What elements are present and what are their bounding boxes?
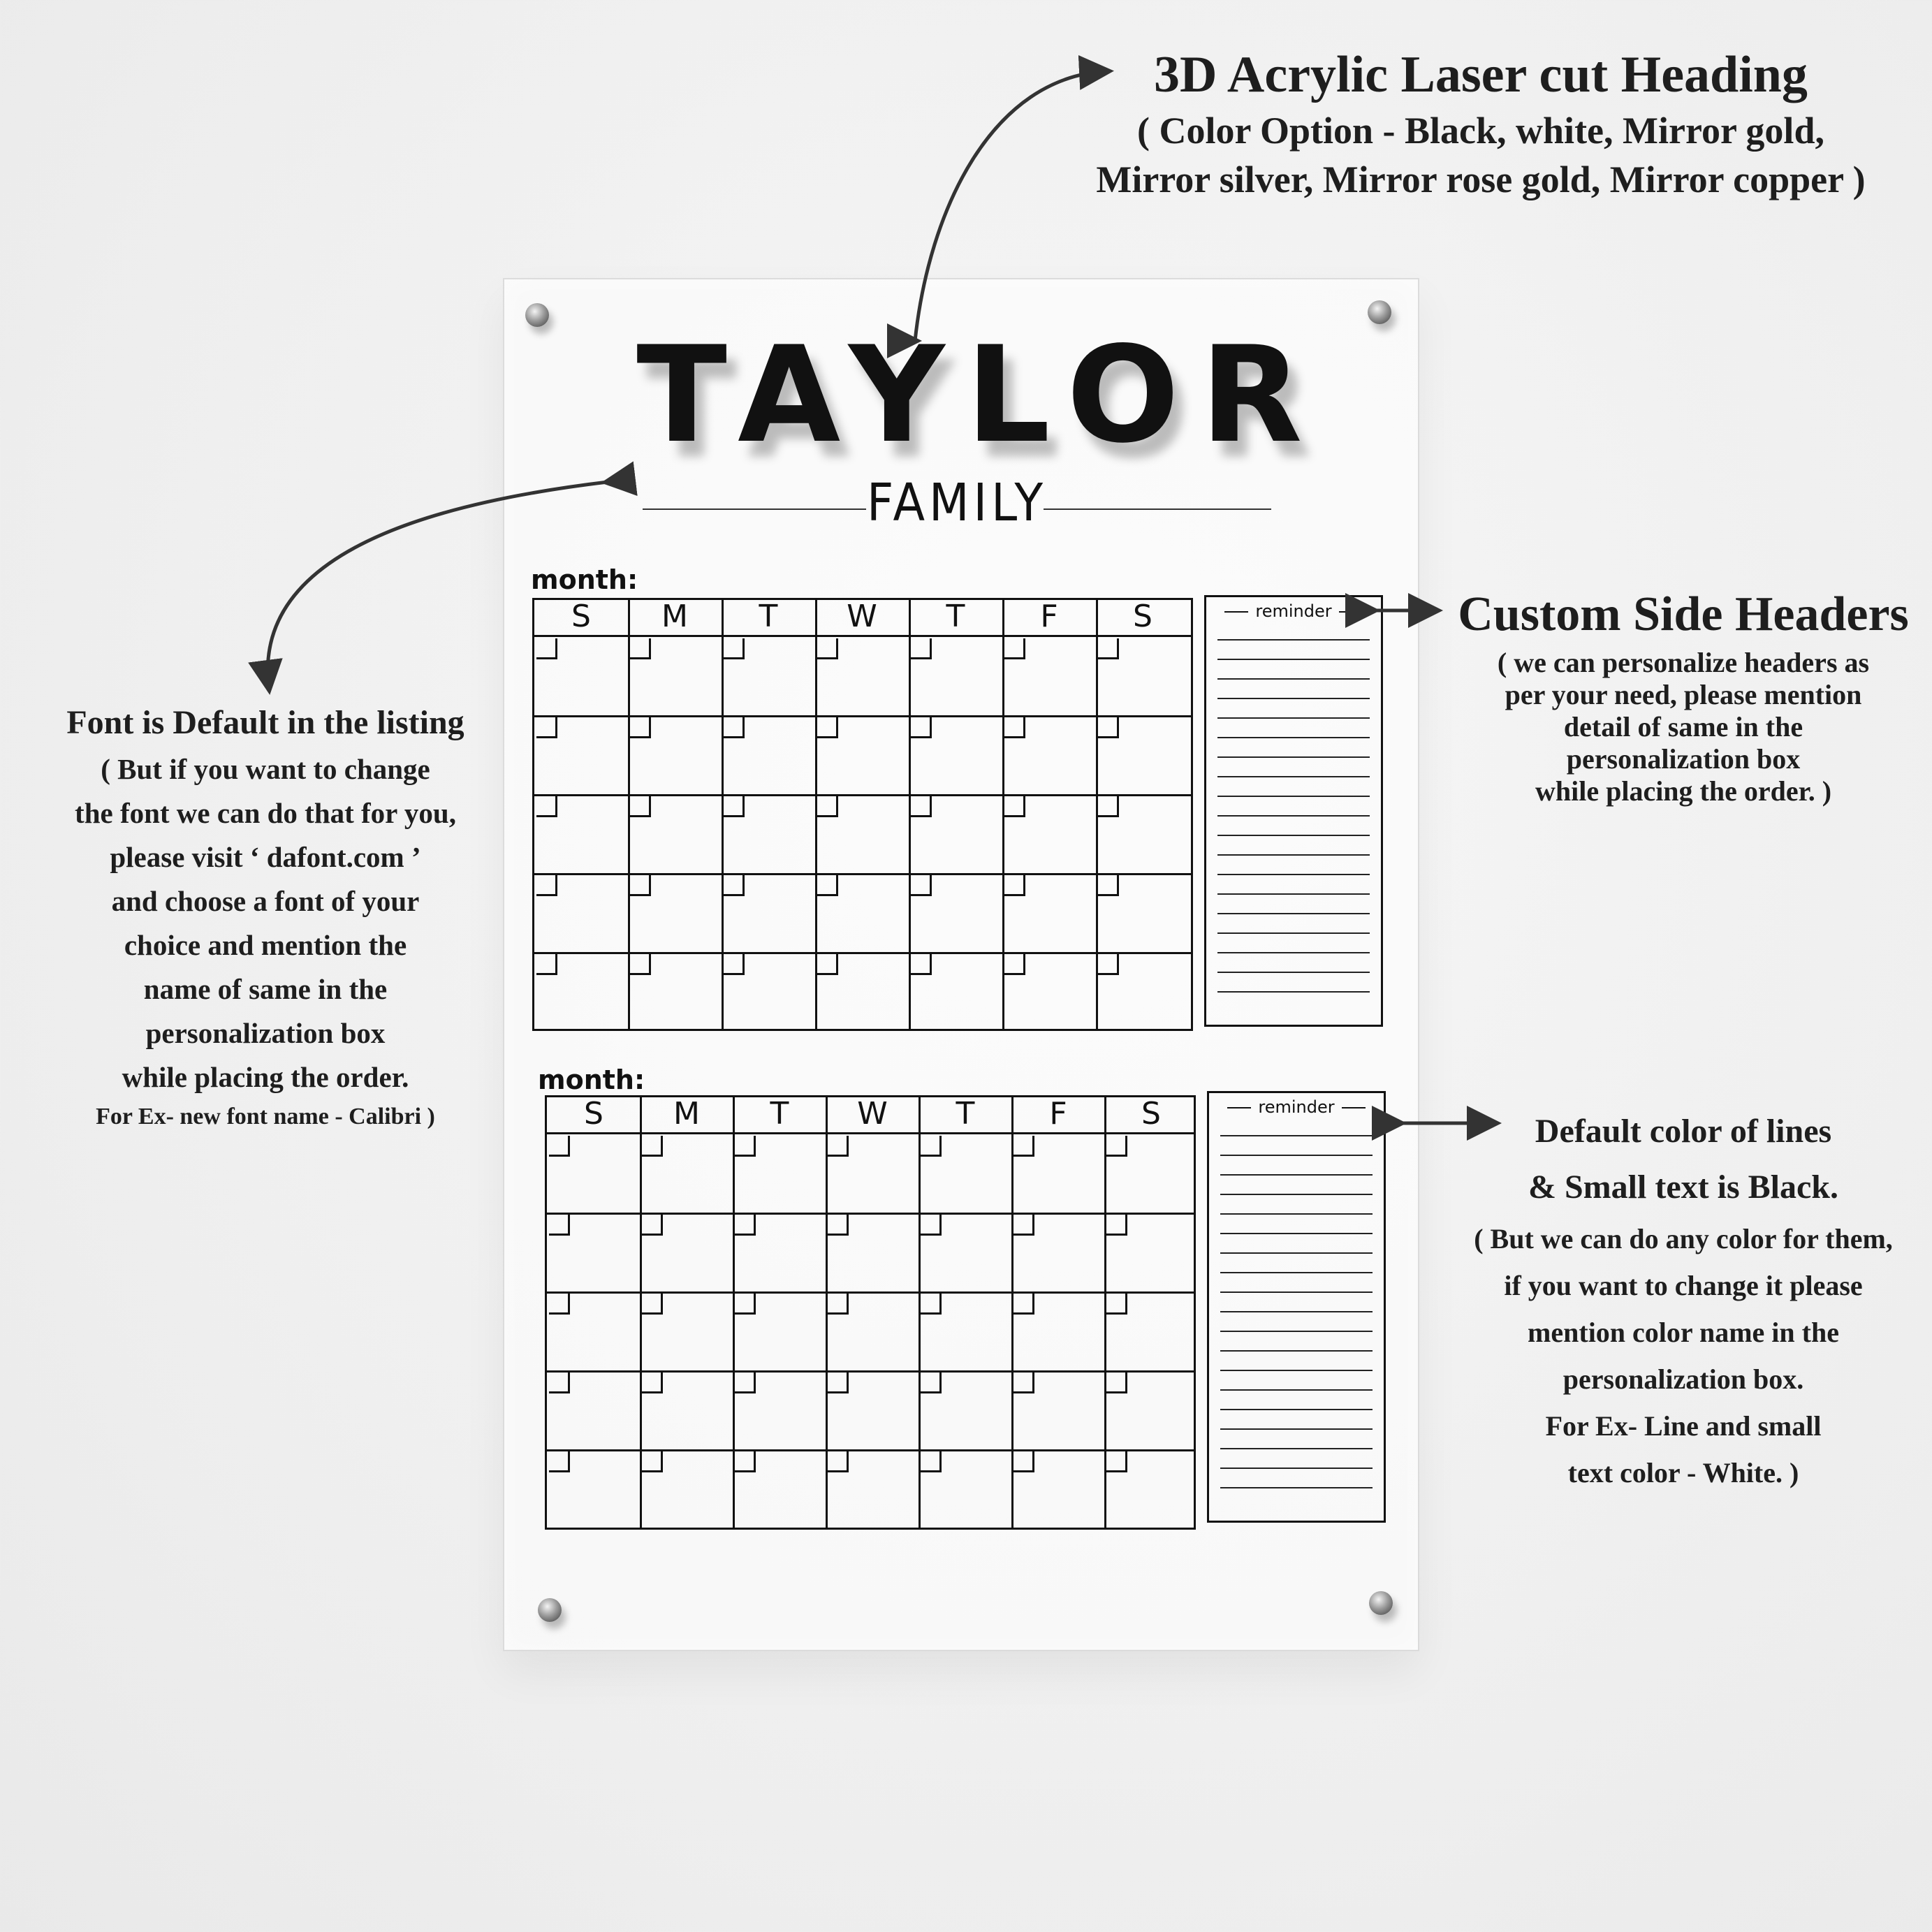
font-annotation-title: Font is Default in the listing — [66, 704, 464, 741]
reminder-title: reminder — [1206, 601, 1381, 621]
family-name-heading: TAYLOR — [636, 318, 1324, 472]
font-annotation-example: For Ex- new font name - Calibri ) — [96, 1104, 435, 1129]
weekday-label: M — [661, 599, 688, 634]
weekday-label: F — [1049, 1096, 1067, 1132]
heading-annotation-title: 3D Acrylic Laser cut Heading — [1154, 46, 1808, 103]
side-headers-annotation-line: detail of same in the — [1563, 711, 1803, 742]
weekday-label: T — [956, 1096, 975, 1132]
font-annotation-line: the font we can do that for you, — [75, 797, 456, 829]
arrow-icon — [915, 71, 1107, 341]
weekday-label: M — [673, 1096, 700, 1132]
weekday-label: S — [1133, 599, 1152, 634]
arrow-icon — [268, 482, 608, 688]
heading-annotation-line: Mirror silver, Mirror rose gold, Mirror copper ) — [1096, 159, 1866, 200]
font-annotation-line: ( But if you want to change — [101, 753, 430, 785]
month-label: month: — [531, 564, 638, 595]
weekday-label: F — [1040, 599, 1058, 634]
color-annotation-line: text color - White. ) — [1567, 1457, 1799, 1488]
color-annotation-line: ( But we can do any color for them, — [1474, 1223, 1893, 1254]
color-annotation-title: Default color of lines — [1535, 1113, 1832, 1150]
color-annotation-line: if you want to change it please — [1504, 1270, 1863, 1301]
weekday-label: S — [584, 1096, 603, 1132]
heading-annotation-line: ( Color Option - Black, white, Mirror gold, — [1137, 110, 1824, 152]
color-annotation-line: mention color name in the — [1528, 1317, 1839, 1348]
weekday-label: T — [759, 599, 778, 634]
font-annotation-line: while placing the order. — [122, 1061, 409, 1093]
color-annotation-line: For Ex- Line and small — [1545, 1410, 1822, 1442]
font-annotation-line: name of same in the — [143, 973, 388, 1005]
side-headers-annotation-line: ( we can personalize headers as — [1497, 647, 1870, 678]
side-headers-annotation-line: while placing the order. ) — [1535, 775, 1832, 807]
weekday-label: T — [946, 599, 965, 634]
weekday-label: W — [857, 1096, 888, 1132]
color-annotation-title: & Small text is Black. — [1528, 1169, 1838, 1206]
side-headers-annotation-line: per your need, please mention — [1505, 679, 1862, 710]
family-subtitle: FAMILY — [867, 473, 1047, 533]
font-annotation-line: choice and mention the — [124, 929, 407, 961]
weekday-label: T — [770, 1096, 789, 1132]
side-headers-annotation-line: personalization box — [1566, 743, 1801, 775]
color-annotation-line: personalization box. — [1563, 1363, 1804, 1395]
weekday-label: S — [571, 599, 591, 634]
reminder-title: reminder — [1209, 1097, 1384, 1117]
side-headers-annotation-title: Custom Side Headers — [1458, 587, 1909, 641]
font-annotation-line: personalization box — [145, 1017, 386, 1049]
month-label: month: — [538, 1064, 645, 1095]
font-annotation-line: and choose a font of your — [111, 885, 420, 917]
weekday-label: W — [847, 599, 877, 634]
font-annotation-line: please visit ‘ dafont.com ’ — [110, 841, 421, 873]
weekday-label: S — [1141, 1096, 1161, 1132]
